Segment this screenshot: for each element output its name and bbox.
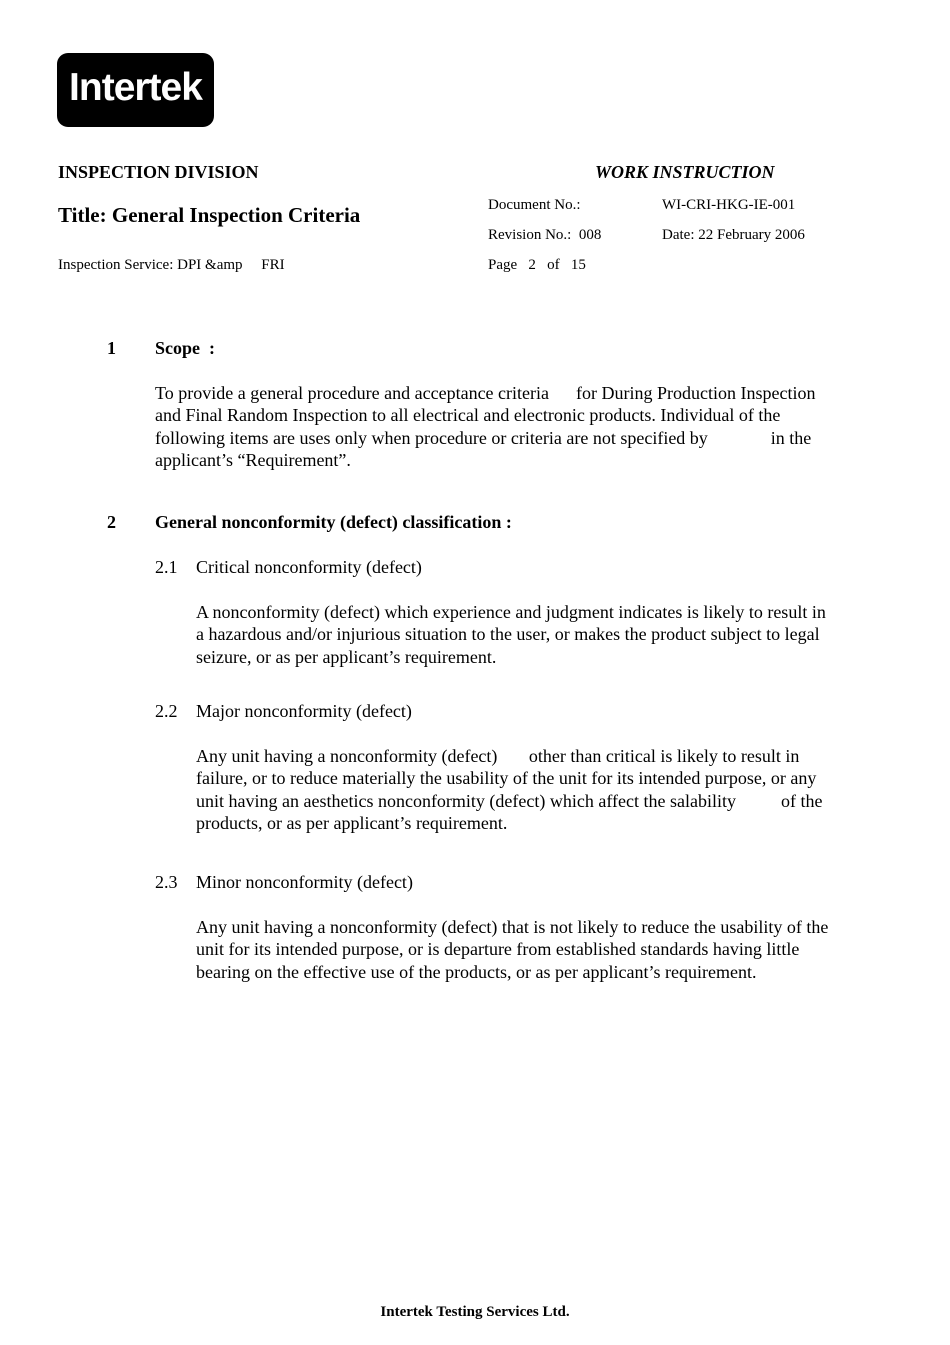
text-line: To provide a general procedure and acceptance criteria for During Production Inspection bbox=[155, 383, 816, 403]
text-line: Any unit having a nonconformity (defect) that is not likely to reduce the usability of the bbox=[196, 917, 829, 937]
section-2-number: 2 bbox=[107, 512, 116, 532]
text-line: products, or as per applicant’s requirement. bbox=[196, 812, 508, 833]
inspection-service: Inspection Service: DPI &amp FRI bbox=[58, 257, 285, 273]
document-date: Date: 22 February 2006 bbox=[662, 227, 805, 243]
subsection-2-2-title: Major nonconformity (defect) bbox=[196, 701, 412, 721]
text-line: Any unit having a nonconformity (defect) other than critical is likely to result in bbox=[196, 746, 800, 766]
text-line: seizure, or as per applicant’s requirement. bbox=[196, 646, 497, 667]
subsection-2-1-number: 2.1 bbox=[155, 557, 178, 577]
section-1-number: 1 bbox=[107, 338, 116, 358]
subsection-2-1-title: Critical nonconformity (defect) bbox=[196, 557, 422, 577]
document-type: WORK INSTRUCTION bbox=[595, 162, 775, 182]
subsection-2-3-number: 2.3 bbox=[155, 872, 178, 892]
text-line: failure, or to reduce materially the usability of the unit for its intended purpose, or any bbox=[196, 768, 817, 789]
text-line: a hazardous and/or injurious situation to the user, or makes the product subject to legal bbox=[196, 624, 820, 645]
document-number-value: WI-CRI-HKG-IE-001 bbox=[662, 197, 796, 213]
division-label: INSPECTION DIVISION bbox=[58, 162, 259, 182]
section-1-body bbox=[155, 382, 865, 471]
text-line: unit for its intended purpose, or is departure from established standards having little bbox=[196, 939, 800, 960]
section-1-title: Scope : bbox=[155, 338, 215, 358]
page-title: Title: General Inspection Criteria bbox=[58, 203, 361, 227]
text-line: following items are uses only when procedure or criteria are not specified by in the bbox=[155, 427, 812, 448]
section-2-title: General nonconformity (defect) classification : bbox=[155, 512, 512, 532]
text-line: bearing on the effective use of the products, or as per applicant’s requirement. bbox=[196, 961, 757, 982]
page-indicator: Page 2 of 15 bbox=[488, 257, 586, 273]
text-line: applicant’s “Requirement”. bbox=[155, 449, 351, 470]
subsection-2-3-title: Minor nonconformity (defect) bbox=[196, 872, 413, 892]
subsection-2-1-body bbox=[196, 601, 871, 668]
subsection-2-2-body bbox=[196, 745, 871, 834]
revision-number: Revision No.: 008 bbox=[488, 227, 602, 243]
footer-company: Intertek Testing Services Ltd. bbox=[380, 1304, 570, 1320]
document-number-label: Document No.: bbox=[488, 197, 581, 213]
subsection-2-2-number: 2.2 bbox=[155, 701, 178, 721]
intertek-logo: Intertek bbox=[57, 53, 214, 127]
text-line: A nonconformity (defect) which experience and judgment indicates is likely to result in bbox=[196, 602, 826, 622]
text-line: unit having an aesthetics nonconformity (defect) which affect the salability of the bbox=[196, 790, 823, 811]
text-line: and Final Random Inspection to all electrical and electronic products. Individual of the bbox=[155, 405, 781, 426]
subsection-2-3-body bbox=[196, 916, 871, 983]
